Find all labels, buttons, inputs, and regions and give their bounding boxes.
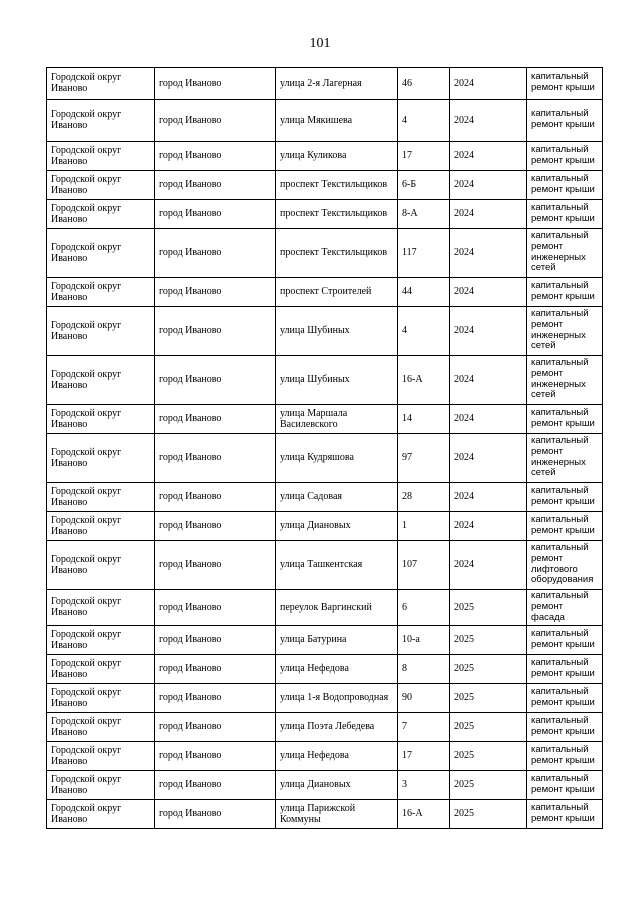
city-cell: город Иваново <box>155 655 276 684</box>
house-number-cell: 6-Б <box>398 171 450 200</box>
okrug-cell: Городской округ Иваново <box>47 200 155 229</box>
work-type-cell: капитальный ремонт инженерных сетей <box>527 229 603 278</box>
house-number-cell: 1 <box>398 512 450 541</box>
street-cell: улица Куликова <box>276 142 398 171</box>
city-cell: город Иваново <box>155 800 276 829</box>
okrug-cell: Городской округ Иваново <box>47 742 155 771</box>
street-cell: проспект Текстильщиков <box>276 171 398 200</box>
year-cell: 2024 <box>450 512 527 541</box>
street-cell: улица Нефедова <box>276 742 398 771</box>
house-number-cell: 4 <box>398 100 450 142</box>
street-cell: проспект Строителей <box>276 278 398 307</box>
house-number-cell: 17 <box>398 742 450 771</box>
okrug-cell: Городской округ Иваново <box>47 434 155 483</box>
work-type-cell: капитальный ремонт крыши <box>527 742 603 771</box>
city-cell: город Иваново <box>155 307 276 356</box>
year-cell: 2024 <box>450 541 527 590</box>
street-cell: улица 2-я Лагерная <box>276 68 398 100</box>
city-cell: город Иваново <box>155 278 276 307</box>
year-cell: 2024 <box>450 278 527 307</box>
work-type-cell: капитальный ремонт крыши <box>527 655 603 684</box>
work-type-cell: капитальный ремонт крыши <box>527 771 603 800</box>
year-cell: 2024 <box>450 229 527 278</box>
city-cell: город Иваново <box>155 626 276 655</box>
table-row <box>47 278 603 307</box>
street-cell: улица Парижской Коммуны <box>276 800 398 829</box>
table-row <box>47 483 603 512</box>
city-cell: город Иваново <box>155 483 276 512</box>
okrug-cell: Городской округ Иваново <box>47 229 155 278</box>
year-cell: 2024 <box>450 356 527 405</box>
work-type-cell: капитальный ремонт крыши <box>527 100 603 142</box>
table-row <box>47 742 603 771</box>
table-row <box>47 626 603 655</box>
house-number-cell: 117 <box>398 229 450 278</box>
city-cell: город Иваново <box>155 713 276 742</box>
year-cell: 2024 <box>450 171 527 200</box>
year-cell: 2025 <box>450 655 527 684</box>
street-cell: улица Диановых <box>276 771 398 800</box>
street-cell: проспект Текстильщиков <box>276 200 398 229</box>
table-row <box>47 100 603 142</box>
year-cell: 2024 <box>450 405 527 434</box>
year-cell: 2024 <box>450 142 527 171</box>
street-cell: улица Шубиных <box>276 307 398 356</box>
okrug-cell: Городской округ Иваново <box>47 142 155 171</box>
table-row <box>47 771 603 800</box>
work-type-cell: капитальный ремонт крыши <box>527 142 603 171</box>
work-type-cell: капитальный ремонт инженерных сетей <box>527 434 603 483</box>
okrug-cell: Городской округ Иваново <box>47 626 155 655</box>
work-type-cell: капитальный ремонт крыши <box>527 800 603 829</box>
city-cell: город Иваново <box>155 590 276 626</box>
work-type-cell: капитальный ремонт инженерных сетей <box>527 307 603 356</box>
work-type-cell: капитальный ремонт фасада <box>527 590 603 626</box>
city-cell: город Иваново <box>155 171 276 200</box>
year-cell: 2024 <box>450 434 527 483</box>
okrug-cell: Городской округ Иваново <box>47 771 155 800</box>
street-cell: улица Диановых <box>276 512 398 541</box>
house-number-cell: 3 <box>398 771 450 800</box>
year-cell: 2024 <box>450 307 527 356</box>
year-cell: 2024 <box>450 200 527 229</box>
table-row <box>47 434 603 483</box>
table-row <box>47 800 603 829</box>
table-row <box>47 307 603 356</box>
year-cell: 2025 <box>450 684 527 713</box>
street-cell: улица Кудряшова <box>276 434 398 483</box>
work-type-cell: капитальный ремонт крыши <box>527 171 603 200</box>
street-cell: улица Шубиных <box>276 356 398 405</box>
okrug-cell: Городской округ Иваново <box>47 171 155 200</box>
house-number-cell: 90 <box>398 684 450 713</box>
okrug-cell: Городской округ Иваново <box>47 512 155 541</box>
city-cell: город Иваново <box>155 771 276 800</box>
year-cell: 2025 <box>450 590 527 626</box>
street-cell: улица Нефедова <box>276 655 398 684</box>
work-type-cell: капитальный ремонт инженерных сетей <box>527 356 603 405</box>
year-cell: 2025 <box>450 742 527 771</box>
house-number-cell: 14 <box>398 405 450 434</box>
house-number-cell: 7 <box>398 713 450 742</box>
street-cell: улица Садовая <box>276 483 398 512</box>
house-number-cell: 8 <box>398 655 450 684</box>
table-row <box>47 713 603 742</box>
year-cell: 2024 <box>450 100 527 142</box>
table-row <box>47 356 603 405</box>
work-type-cell: капитальный ремонт крыши <box>527 200 603 229</box>
okrug-cell: Городской округ Иваново <box>47 713 155 742</box>
street-cell: проспект Текстильщиков <box>276 229 398 278</box>
house-number-cell: 46 <box>398 68 450 100</box>
okrug-cell: Городской округ Иваново <box>47 278 155 307</box>
table-row <box>47 200 603 229</box>
page-number: 101 <box>309 36 331 51</box>
okrug-cell: Городской округ Иваново <box>47 684 155 713</box>
city-cell: город Иваново <box>155 405 276 434</box>
work-type-cell: капитальный ремонт крыши <box>527 684 603 713</box>
street-cell: улица Ташкентская <box>276 541 398 590</box>
city-cell: город Иваново <box>155 356 276 405</box>
city-cell: город Иваново <box>155 434 276 483</box>
okrug-cell: Городской округ Иваново <box>47 590 155 626</box>
table-row <box>47 655 603 684</box>
okrug-cell: Городской округ Иваново <box>47 307 155 356</box>
work-type-cell: капитальный ремонт лифтового оборудования <box>527 541 603 590</box>
house-number-cell: 28 <box>398 483 450 512</box>
okrug-cell: Городской округ Иваново <box>47 100 155 142</box>
house-number-cell: 4 <box>398 307 450 356</box>
table-body <box>47 68 603 829</box>
street-cell: улица Батурина <box>276 626 398 655</box>
city-cell: город Иваново <box>155 100 276 142</box>
city-cell: город Иваново <box>155 142 276 171</box>
table-row <box>47 68 603 100</box>
street-cell: переулок Варгинский <box>276 590 398 626</box>
city-cell: город Иваново <box>155 229 276 278</box>
city-cell: город Иваново <box>155 742 276 771</box>
repair-schedule-table <box>46 67 603 829</box>
work-type-cell: капитальный ремонт крыши <box>527 512 603 541</box>
city-cell: город Иваново <box>155 512 276 541</box>
house-number-cell: 44 <box>398 278 450 307</box>
table-row <box>47 229 603 278</box>
table-row <box>47 590 603 626</box>
work-type-cell: капитальный ремонт крыши <box>527 626 603 655</box>
city-cell: город Иваново <box>155 68 276 100</box>
year-cell: 2024 <box>450 483 527 512</box>
table-row <box>47 405 603 434</box>
house-number-cell: 10-а <box>398 626 450 655</box>
table-row <box>47 512 603 541</box>
house-number-cell: 16-А <box>398 800 450 829</box>
okrug-cell: Городской округ Иваново <box>47 483 155 512</box>
work-type-cell: капитальный ремонт крыши <box>527 278 603 307</box>
okrug-cell: Городской округ Иваново <box>47 405 155 434</box>
work-type-cell: капитальный ремонт крыши <box>527 713 603 742</box>
work-type-cell: капитальный ремонт крыши <box>527 483 603 512</box>
year-cell: 2024 <box>450 68 527 100</box>
year-cell: 2025 <box>450 771 527 800</box>
house-number-cell: 17 <box>398 142 450 171</box>
house-number-cell: 97 <box>398 434 450 483</box>
street-cell: улица Маршала Василевского <box>276 405 398 434</box>
work-type-cell: капитальный ремонт крыши <box>527 68 603 100</box>
year-cell: 2025 <box>450 713 527 742</box>
table-row <box>47 142 603 171</box>
work-type-cell: капитальный ремонт крыши <box>527 405 603 434</box>
okrug-cell: Городской округ Иваново <box>47 655 155 684</box>
table-row <box>47 171 603 200</box>
city-cell: город Иваново <box>155 684 276 713</box>
okrug-cell: Городской округ Иваново <box>47 541 155 590</box>
year-cell: 2025 <box>450 800 527 829</box>
house-number-cell: 8-А <box>398 200 450 229</box>
okrug-cell: Городской округ Иваново <box>47 356 155 405</box>
table-row <box>47 684 603 713</box>
house-number-cell: 6 <box>398 590 450 626</box>
house-number-cell: 107 <box>398 541 450 590</box>
city-cell: город Иваново <box>155 200 276 229</box>
city-cell: город Иваново <box>155 541 276 590</box>
okrug-cell: Городской округ Иваново <box>47 800 155 829</box>
okrug-cell: Городской округ Иваново <box>47 68 155 100</box>
street-cell: улица 1-я Водопроводная <box>276 684 398 713</box>
table-row <box>47 541 603 590</box>
street-cell: улица Поэта Лебедева <box>276 713 398 742</box>
street-cell: улица Мякишева <box>276 100 398 142</box>
house-number-cell: 16-А <box>398 356 450 405</box>
year-cell: 2025 <box>450 626 527 655</box>
